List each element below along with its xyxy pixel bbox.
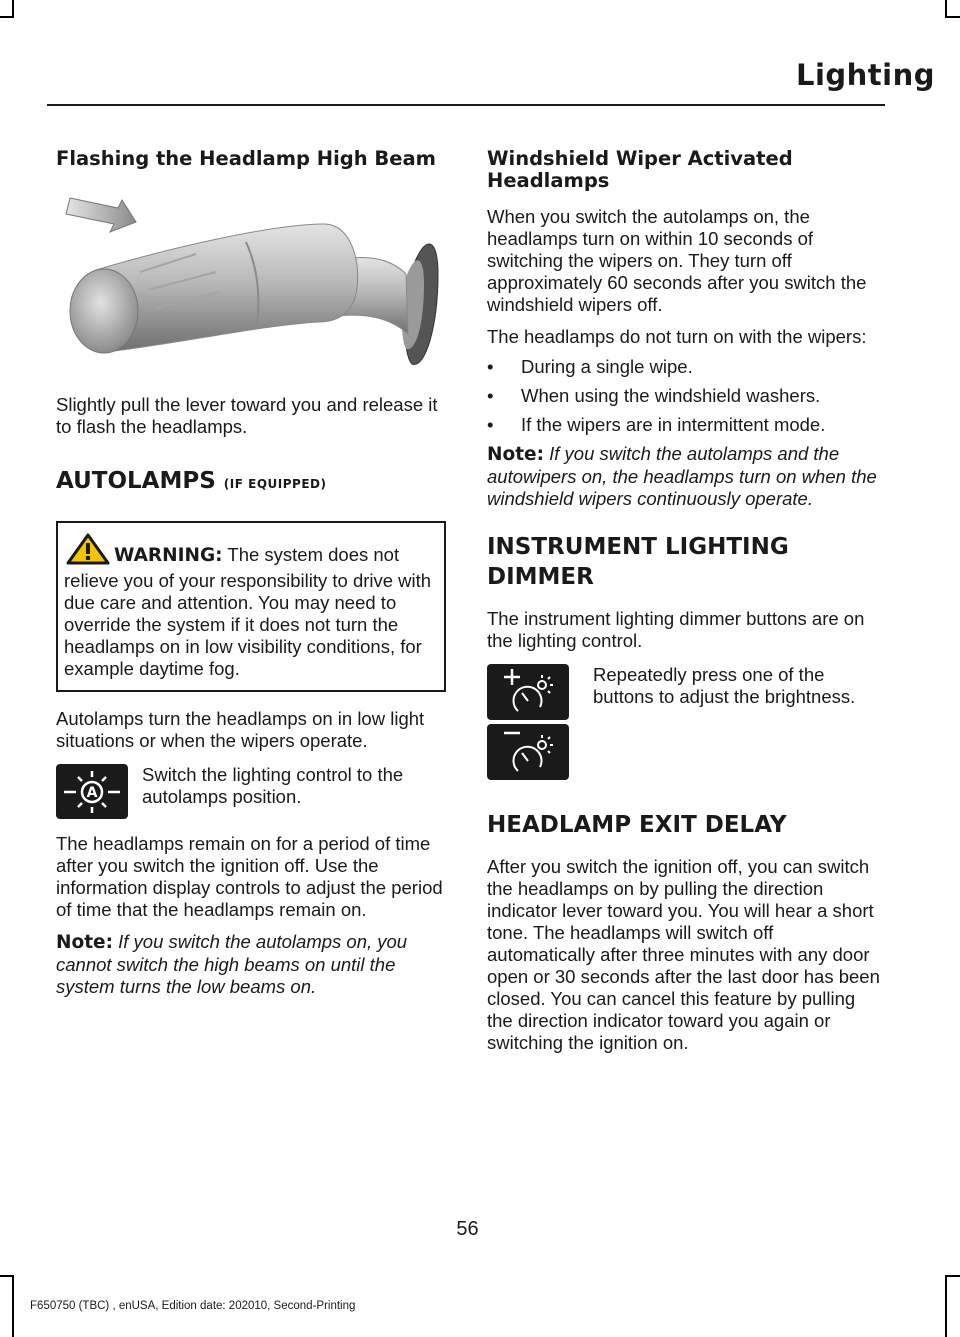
switch-text: Switch the lighting control to the autolamps position.	[142, 764, 404, 807]
warning-text: The system does not relieve you of your responsibility to drive with due care and attention. You may need to override the system if it does not turn the headlamps on in low visibility conditions, for example daytime fog.	[64, 544, 432, 679]
note-label: Note:	[487, 444, 544, 465]
turn-signal-lever-icon	[56, 194, 446, 374]
wiper-text: When you switch the autolamps on, the headlamps turn on within 10 seconds of switching the wipers on. They turn off approximately 60 seconds after you switch the windshield wipers off.	[487, 206, 867, 315]
wiper-heading: Windshield Wiper Activated Headlamps	[487, 147, 793, 192]
warning-label: WARNING:	[114, 545, 223, 566]
brightness-decrease-icon	[487, 724, 569, 780]
crop-mark	[0, 1275, 14, 1277]
note-text: If you switch the autolamps and the autowipers on, the headlamps turn on when the windshield wipers continuously operate.	[487, 443, 877, 509]
autolamps-title: AUTOLAMPS	[56, 468, 216, 494]
brightness-increase-icon	[487, 664, 569, 720]
not-on-text: The headlamps do not turn on with the wipers:	[487, 326, 867, 347]
list-item: • If the wipers are in intermittent mode.	[487, 414, 880, 436]
svg-text:A: A	[86, 784, 98, 801]
flash-heading: Flashing the Headlamp High Beam	[56, 147, 436, 170]
autolamps-icon-row	[56, 764, 446, 819]
list-item: • During a single wipe.	[487, 356, 880, 378]
flash-text: Slightly pull the lever toward you and release it to flash the headlamps.	[56, 394, 438, 437]
page-number: 56	[456, 1218, 479, 1240]
warning-box	[56, 521, 446, 692]
right-column	[487, 130, 880, 1054]
note-text: If you switch the autolamps on, you cannot switch the high beams on until the system turns the low beams on.	[56, 931, 408, 997]
dimmer-text: The instrument lighting dimmer buttons are on the lighting control.	[487, 608, 865, 651]
list-item: • When using the windshield washers.	[487, 385, 880, 407]
autolamps-text: Autolamps turn the headlamps on in low light situations or when the wipers operate.	[56, 708, 425, 751]
note-label: Note:	[56, 932, 113, 953]
warning-triangle-icon	[66, 533, 110, 570]
page-title: Lighting	[795, 58, 935, 92]
autolamps-note	[56, 931, 446, 998]
autolamps-symbol-icon	[56, 764, 128, 819]
wiper-conditions-list	[487, 356, 880, 436]
dimmer-heading: INSTRUMENT LIGHTING DIMMER	[487, 534, 789, 590]
crop-mark	[945, 16, 960, 18]
remain-text: The headlamps remain on for a period of time after you switch the ignition off. Use the information display controls to adjust the period of time that the headlamps remain on.	[56, 833, 443, 920]
exit-delay-text: After you switch the ignition off, you can switch the headlamps on by pulling the direction indicator lever toward you. You will hear a short tone. The headlamps will switch off automatically after three minutes with any door open or 30 seconds after the last door has been closed. You can cancel this feature by pulling the direction indicator toward you again or switching the ignition on.	[487, 856, 880, 1053]
header-divider	[47, 104, 885, 106]
crop-mark	[945, 1275, 947, 1337]
lever-illustration	[56, 194, 446, 374]
exit-delay-heading: HEADLAMP EXIT DELAY	[487, 812, 787, 838]
autolamps-heading	[56, 466, 446, 499]
crop-mark	[12, 1275, 14, 1337]
crop-mark	[0, 16, 14, 18]
edition-footer: F650750 (TBC) , enUSA, Edition date: 202010, Second-Printing	[30, 1300, 356, 1312]
wiper-note	[487, 443, 880, 510]
left-column	[56, 130, 446, 998]
dimmer-press-text: Repeatedly press one of the buttons to adjust the brightness.	[593, 664, 856, 707]
autolamps-qualifier: (IF EQUIPPED)	[223, 477, 327, 491]
crop-mark	[945, 1275, 960, 1277]
dimmer-icon-row	[487, 664, 880, 780]
dimmer-icons	[487, 664, 583, 780]
